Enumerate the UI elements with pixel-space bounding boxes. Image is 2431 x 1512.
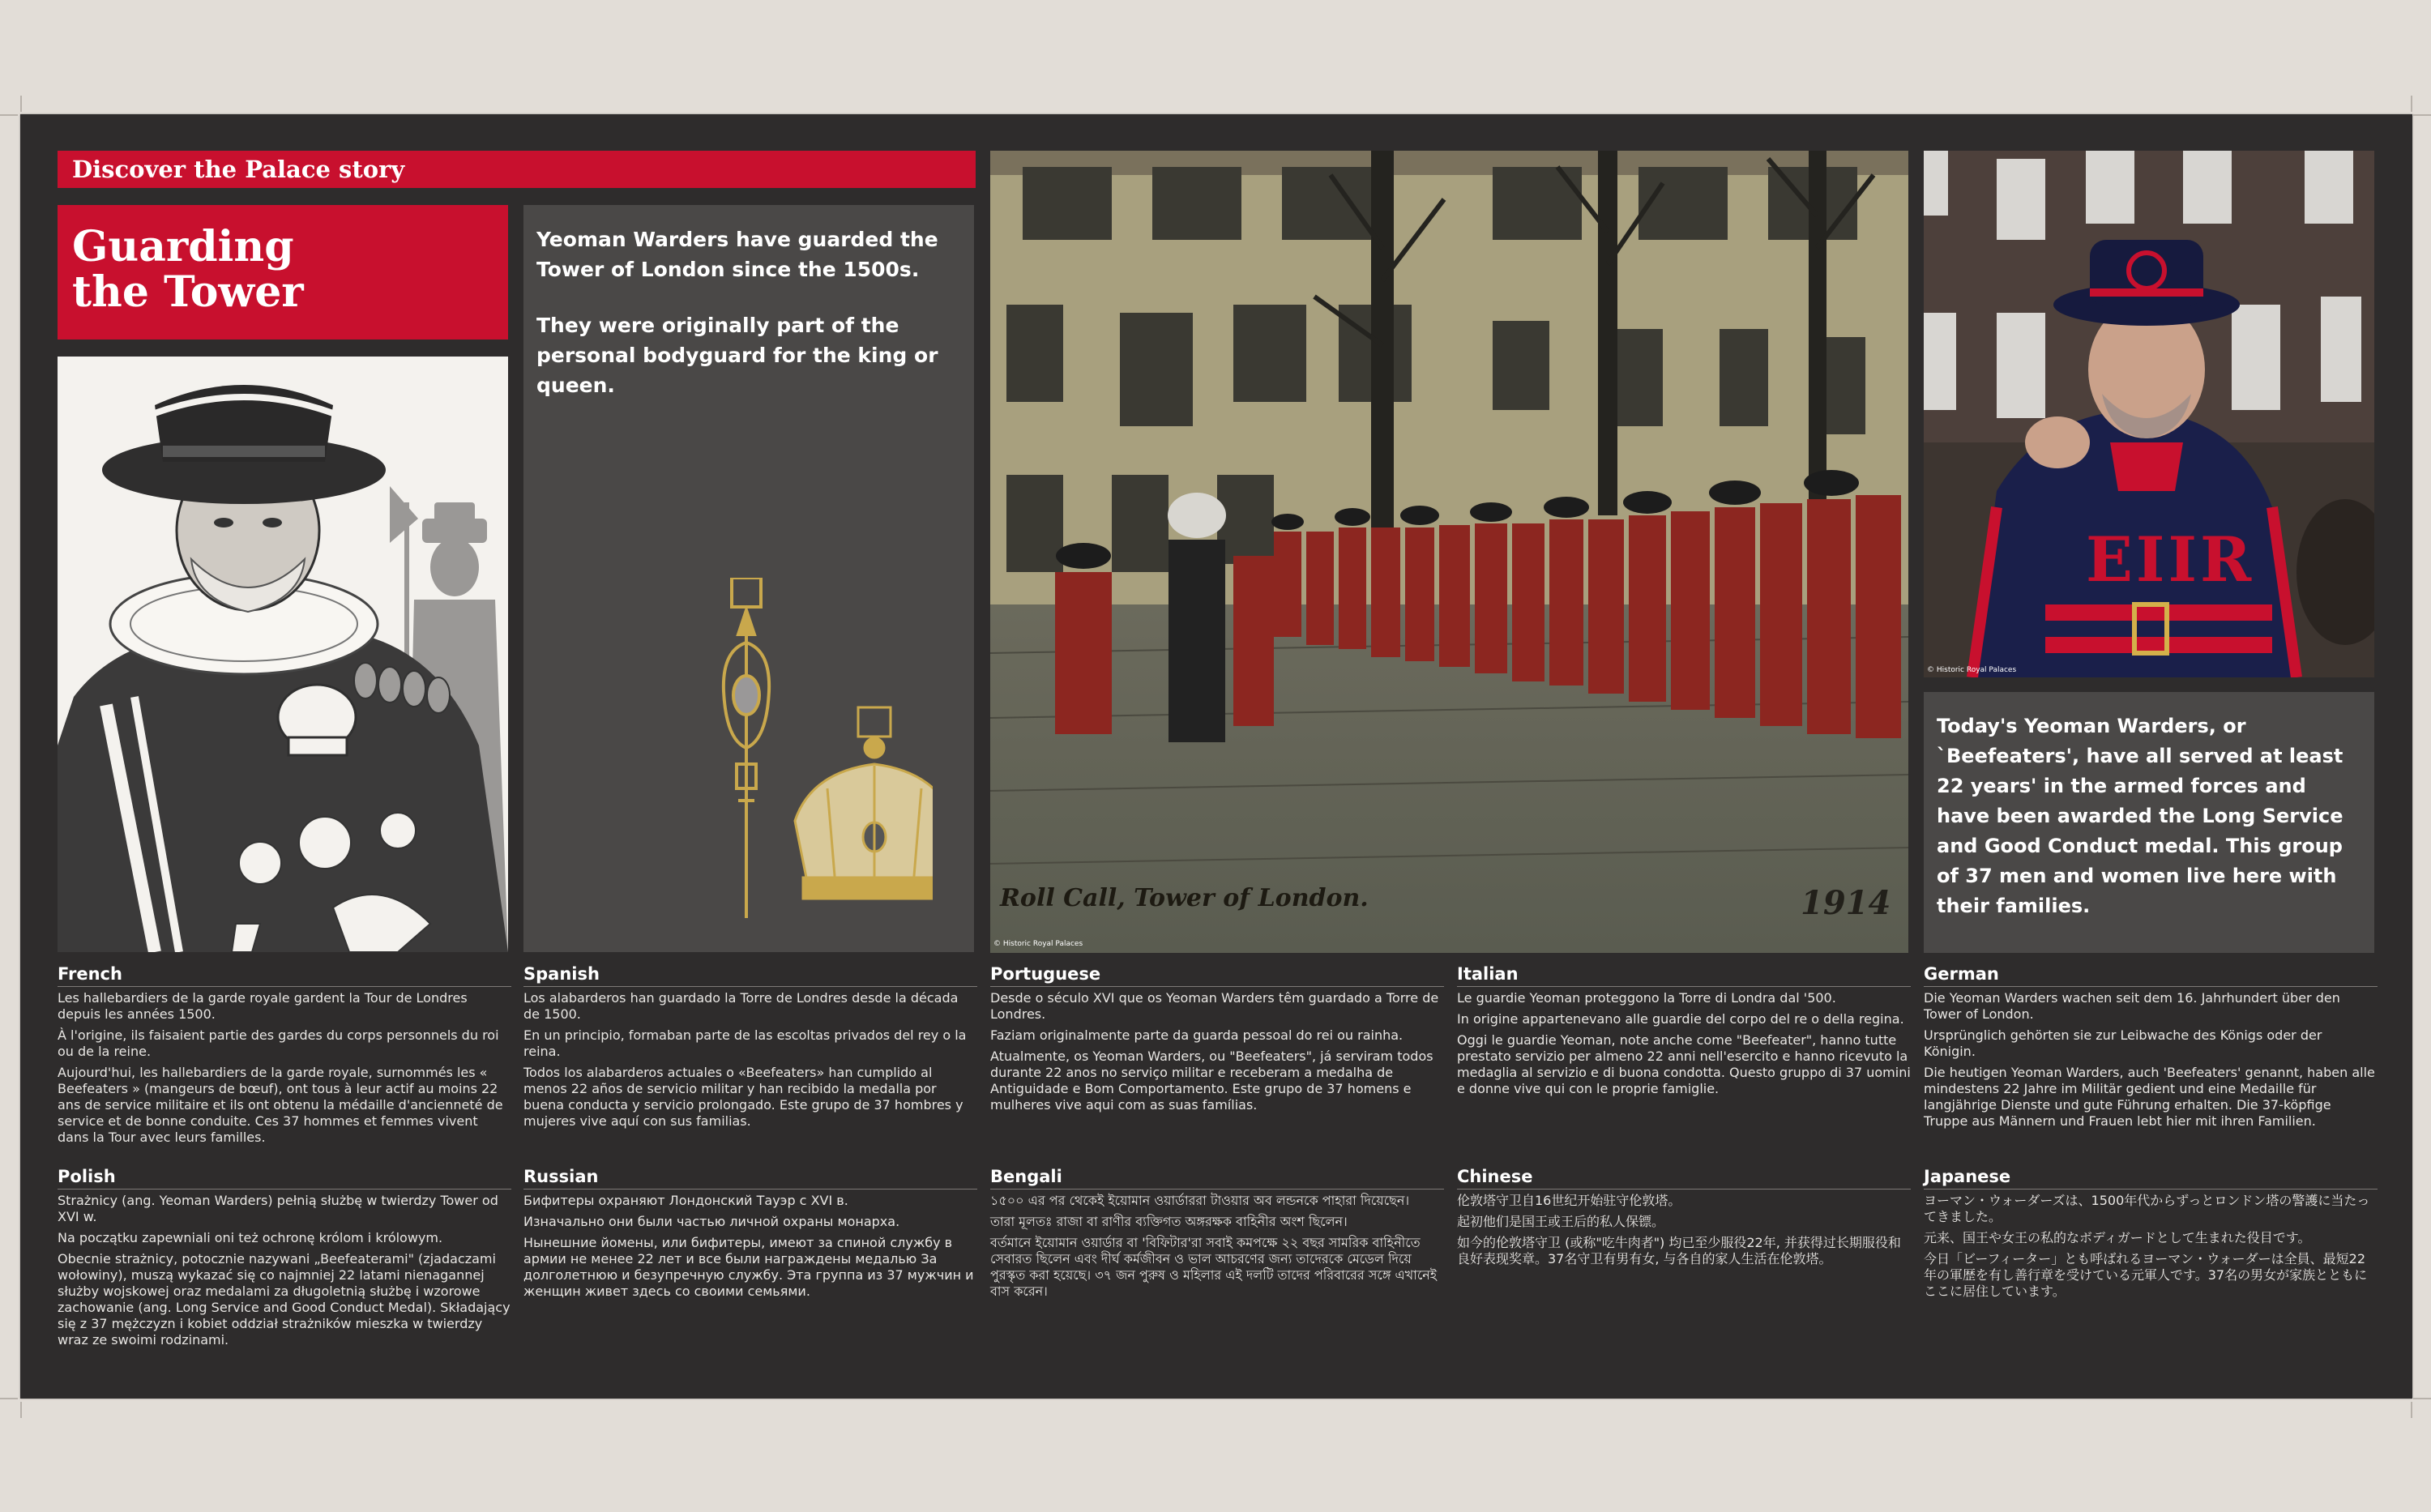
language-paragraph: Na początku zapewniali oni też ochronę królom i królowym. xyxy=(58,1230,443,1245)
photo-credit: © Historic Royal Palaces xyxy=(993,940,1083,948)
language-paragraph: Бифитеры охраняют Лондонский Тауэр с XVI в. xyxy=(523,1193,848,1208)
language-paragraph: Desde o século XVI que os Yeoman Warders têm guardado a Torre de Londres. xyxy=(990,990,1439,1022)
language-heading: Bengali xyxy=(990,1167,1444,1190)
today-panel xyxy=(1924,692,2374,953)
language-heading: German xyxy=(1924,964,2378,987)
language-paragraph: Faziam originalmente parte da guarda pessoal do rei ou rainha. xyxy=(990,1027,1403,1043)
title-line-2: the Tower xyxy=(72,267,304,317)
language-block-bengali xyxy=(990,1167,1444,1305)
crop-mark xyxy=(2411,1402,2412,1418)
language-block-italian xyxy=(1457,964,1911,1102)
language-heading: Polish xyxy=(58,1167,511,1190)
language-paragraph: Atualmente, os Yeoman Warders, ou "Beefeaters", já serviram todos durante 22 anos no serviço militar e receberam a medalha de Antiguidade e Bom Comportamento. Este grupo de 37 homens e mulheres vive aqui com as suas famílias. xyxy=(990,1049,1433,1113)
language-heading: Japanese xyxy=(1924,1167,2378,1190)
page-title xyxy=(58,205,508,340)
language-heading: French xyxy=(58,964,511,987)
language-paragraph: Oggi le guardie Yeoman, note anche come "Beefeater", hanno tutte prestato servizio per almeno 22 anni nell'esercito e hanno ricevuto la medaglia al servizio e di buona condotta. Questo gruppo di 37 uomini e donne vive qui con le proprie famiglie. xyxy=(1457,1032,1911,1096)
language-paragraph: 元来、国王や女王の私的なボディガードとして生まれた役目です。 xyxy=(1924,1230,2311,1245)
crop-mark xyxy=(20,96,22,112)
crop-mark xyxy=(2411,96,2412,112)
language-paragraph: 今日「ビーフィーター」とも呼ばれるヨーマン・ウォーダーは全員、最短22年の軍歴を有し善行章を受けている元軍人です。37名の男女が家族とともにここに居住しています。 xyxy=(1924,1251,2368,1299)
beefeater-illustration xyxy=(58,357,508,952)
crop-mark xyxy=(20,1402,22,1418)
language-paragraph: En un principio, formaban parte de las escoltas privados del rey o la reina. xyxy=(523,1027,967,1059)
roll-call-photo xyxy=(990,151,1908,953)
language-paragraph: Ursprünglich gehörten sie zur Leibwache des Königs oder der Königin. xyxy=(1924,1027,2322,1059)
crop-mark xyxy=(2413,114,2431,116)
language-paragraph: বর্তমানে ইয়োমান ওয়ার্ডার বা 'বিফিটার'রা সবাই কমপক্ষে ২২ বছর সামরিক বাহিনীতে সেবারত ছিলেন এবং দীর্ঘ কর্মজীবন ও ভাল আচরণের জন্য তাদেরকে মেডেল দিয়ে পুরস্কৃত করা হয়েছে। ৩৭ জন পুরুষ ও মহিলার এই দলটি তাদের পরিবারের সঙ্গে এখানেই বাস করেন। xyxy=(990,1235,1438,1299)
language-block-polish xyxy=(58,1167,511,1353)
royal-cipher: EIIR xyxy=(2086,523,2255,596)
language-paragraph: 如今的伦敦塔守卫 (或称"吃牛肉者") 均已至少服役22年, 并获得过长期服役和良好表现奖章。37名守卫有男有女, 与各自的家人生活在伦敦塔。 xyxy=(1457,1235,1901,1266)
language-paragraph: ১৫০০ এর পর থেকেই ইয়োমান ওয়ার্ডাররা টাওয়ার অব লন্ডনকে পাহারা দিয়েছেন। xyxy=(990,1193,1410,1208)
banner: Discover the Palace story xyxy=(58,151,976,188)
language-paragraph: Die Yeoman Warders wachen seit dem 16. Jahrhundert über den Tower of London. xyxy=(1924,990,2340,1022)
language-block-spanish xyxy=(523,964,977,1134)
photo-credit: © Historic Royal Palaces xyxy=(1927,666,2017,674)
crown-and-sceptre-icon xyxy=(665,578,933,918)
intro-panel xyxy=(523,205,974,952)
crop-mark xyxy=(0,114,18,116)
language-block-russian xyxy=(523,1167,977,1305)
language-block-chinese xyxy=(1457,1167,1911,1272)
language-paragraph: ヨーマン・ウォーダーズは、1500年代からずっとロンドン塔の警護に当たってきました。 xyxy=(1924,1193,2370,1224)
language-paragraph: Todos los alabarderos actuales o «Beefeaters» han cumplido al menos 22 años de servicio militar y han recibido la medalla por buena conducta y servicio prolongado. Este grupo de 37 hombres y mujeres vive aquí con sus familias. xyxy=(523,1065,963,1129)
language-heading: Spanish xyxy=(523,964,977,987)
language-paragraph: Нынешние йомены, или бифитеры, имеют за спиной службу в армии не менее 22 лет и все были награждены медалью За долголетнюю и безупречную службу. Эта группа из 37 мужчин и женщин живет здесь со своими семьями. xyxy=(523,1235,974,1299)
language-paragraph: তারা মূলতঃ রাজা বা রাণীর ব্যক্তিগত অঙ্গরক্ষক বাহিনীর অংশ ছিলেন। xyxy=(990,1214,1348,1229)
yeoman-warder-photo xyxy=(1924,151,2374,677)
language-paragraph: Obecnie strażnicy, potocznie nazywani „Beefeaterami" (zjadaczami wołowiny), muszą wykazać się co najmniej 22 latami nienagannej służby wojskowej oraz medalami za długoletnią służbę i wzorowe zachowanie (ang. Long Service and Good Conduct Medal). Składający się z 37 mężczyzn i kobiet oddział strażników mieszka w twierdzy wraz ze swoimi rodzinami. xyxy=(58,1251,511,1348)
photo-signature: 1914 xyxy=(1801,884,1891,922)
language-paragraph: 起初他们是国王或王后的私人保镖。 xyxy=(1457,1214,1665,1229)
language-heading: Russian xyxy=(523,1167,977,1190)
language-paragraph: Los alabarderos han guardado la Torre de Londres desde la década de 1500. xyxy=(523,990,959,1022)
photo-caption: Roll Call, Tower of London. xyxy=(1000,884,1369,912)
title-line-1: Guarding xyxy=(72,222,294,271)
today-text: Today's Yeoman Warders, or `Beefeaters', have all served at least 22 years' in the armed forces and have been awarded the Long Service and Good Conduct medal. This group of 37 men and women live here with their families. xyxy=(1937,715,2343,917)
language-paragraph: 伦敦塔守卫自16世纪开始驻守伦敦塔。 xyxy=(1457,1193,1681,1208)
language-paragraph: À l'origine, ils faisaient partie des gardes du corps personnels du roi ou de la reine. xyxy=(58,1027,499,1059)
language-heading: Portuguese xyxy=(990,964,1444,987)
language-paragraph: Strażnicy (ang. Yeoman Warders) pełnią służbę w twierdzy Tower od XVI w. xyxy=(58,1193,498,1224)
crop-mark xyxy=(0,1398,18,1399)
language-heading: Chinese xyxy=(1457,1167,1911,1190)
language-heading: Italian xyxy=(1457,964,1911,987)
intro-paragraph-2: They were originally part of the personal bodyguard for the king or queen. xyxy=(536,314,938,397)
language-paragraph: Изначально они были частью личной охраны монарха. xyxy=(523,1214,900,1229)
language-paragraph: Aujourd'hui, les hallebardiers de la garde royale, surnommés les « Beefeaters » (mangeurs de bœuf), ont tous à leur actif au moins 22 ans de service militaire et ils ont obtenu la médaille d'ancienneté de service et de bonne conduite. Ces 37 hommes et femmes vivent dans la Tour avec leurs familles. xyxy=(58,1065,503,1145)
language-block-portuguese xyxy=(990,964,1444,1118)
language-block-german xyxy=(1924,964,2378,1134)
crop-mark xyxy=(2413,1398,2431,1399)
language-paragraph: Le guardie Yeoman proteggono la Torre di Londra dal '500. xyxy=(1457,990,1836,1006)
intro-paragraph-1: Yeoman Warders have guarded the Tower of London since the 1500s. xyxy=(536,228,938,281)
language-paragraph: Les hallebardiers de la garde royale gardent la Tour de Londres depuis les années 1500. xyxy=(58,990,468,1022)
language-paragraph: In origine appartenevano alle guardie del corpo del re o della regina. xyxy=(1457,1011,1904,1027)
language-block-french xyxy=(58,964,511,1151)
language-paragraph: Die heutigen Yeoman Warders, auch 'Beefeaters' genannt, haben alle mindestens 22 Jahre im Militär gedient und eine Medaille für langjährige Dienste und gute Führung erhalten. Die 37-köpfige Truppe aus Männern und Frauen lebt hier mit ihren Familien. xyxy=(1924,1065,2375,1129)
language-block-japanese xyxy=(1924,1167,2378,1305)
